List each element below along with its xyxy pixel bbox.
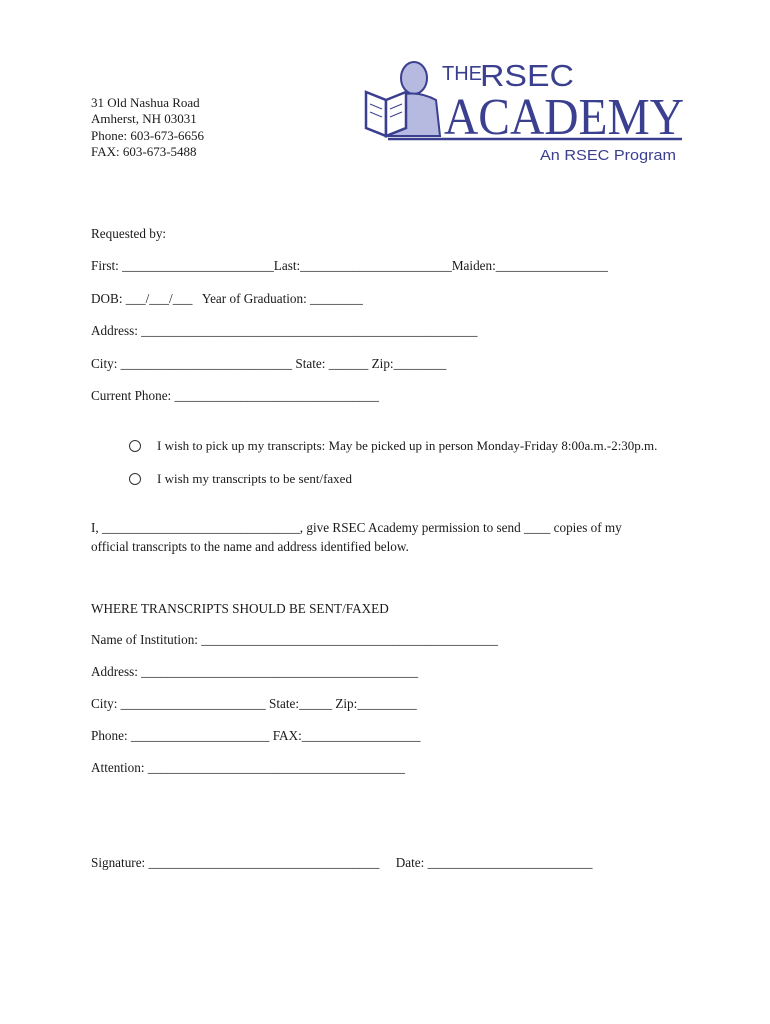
permission-line-2: official transcripts to the name and address identified below.	[91, 538, 409, 554]
permission-line-1[interactable]: I, ______________________________, give RSEC Academy permission to send ____ copies of my	[91, 520, 622, 535]
name-fields[interactable]: First: _______________________Last:_______________________Maiden:_________________	[91, 258, 608, 273]
send-option-label: I wish my transcripts to be sent/faxed	[157, 471, 352, 486]
rsec-academy-logo	[364, 58, 686, 168]
logo-tagline: An RSEC Program	[540, 147, 676, 164]
school-address-block	[91, 95, 204, 160]
logo-rsec-text: RSEC	[480, 58, 574, 93]
send-address-field[interactable]: Address: __________________________________________	[91, 664, 419, 679]
address-street: 31 Old Nashua Road	[91, 95, 200, 110]
address-field[interactable]: Address: ___________________________________________________	[91, 323, 478, 338]
send-option[interactable]	[116, 455, 352, 503]
city-state-zip-fields[interactable]: City: __________________________ State: ______ Zip:________	[91, 356, 447, 371]
send-phone-fax-fields[interactable]: Phone: _____________________ FAX:__________________	[91, 728, 421, 743]
address-phone: Phone: 603-673-6656	[91, 127, 205, 143]
attention-field[interactable]: Attention: _______________________________________	[91, 760, 405, 775]
reader-figure-icon	[366, 62, 440, 136]
signature-date-fields[interactable]: Signature: ___________________________________ Date: _________________________	[91, 855, 593, 870]
permission-statement[interactable]	[91, 519, 691, 556]
logo-academy-text: ACADEMY	[444, 89, 684, 146]
logo-the-text: THE	[442, 63, 482, 85]
pickup-option-label: I wish to pick up my transcripts: May be picked up in person Monday-Friday 8:00a.m.-2:30p.m.	[157, 438, 658, 453]
address-fax: FAX: 603-673-5488	[91, 143, 197, 159]
current-phone-field[interactable]: Current Phone: _______________________________	[91, 388, 379, 403]
institution-field[interactable]: Name of Institution: _____________________________________________	[91, 632, 498, 647]
send-radio[interactable]	[129, 473, 141, 485]
requested-by-label: Requested by:	[91, 226, 167, 241]
pickup-radio[interactable]	[129, 440, 141, 452]
send-city-state-zip-fields[interactable]: City: ______________________ State:_____ Zip:_________	[91, 696, 417, 711]
send-to-heading: WHERE TRANSCRIPTS SHOULD BE SENT/FAXED	[91, 601, 389, 616]
address-city: Amherst, NH 03031	[91, 111, 197, 127]
dob-graduation-fields[interactable]: DOB: ___/___/___ Year of Graduation: ________	[91, 291, 363, 306]
